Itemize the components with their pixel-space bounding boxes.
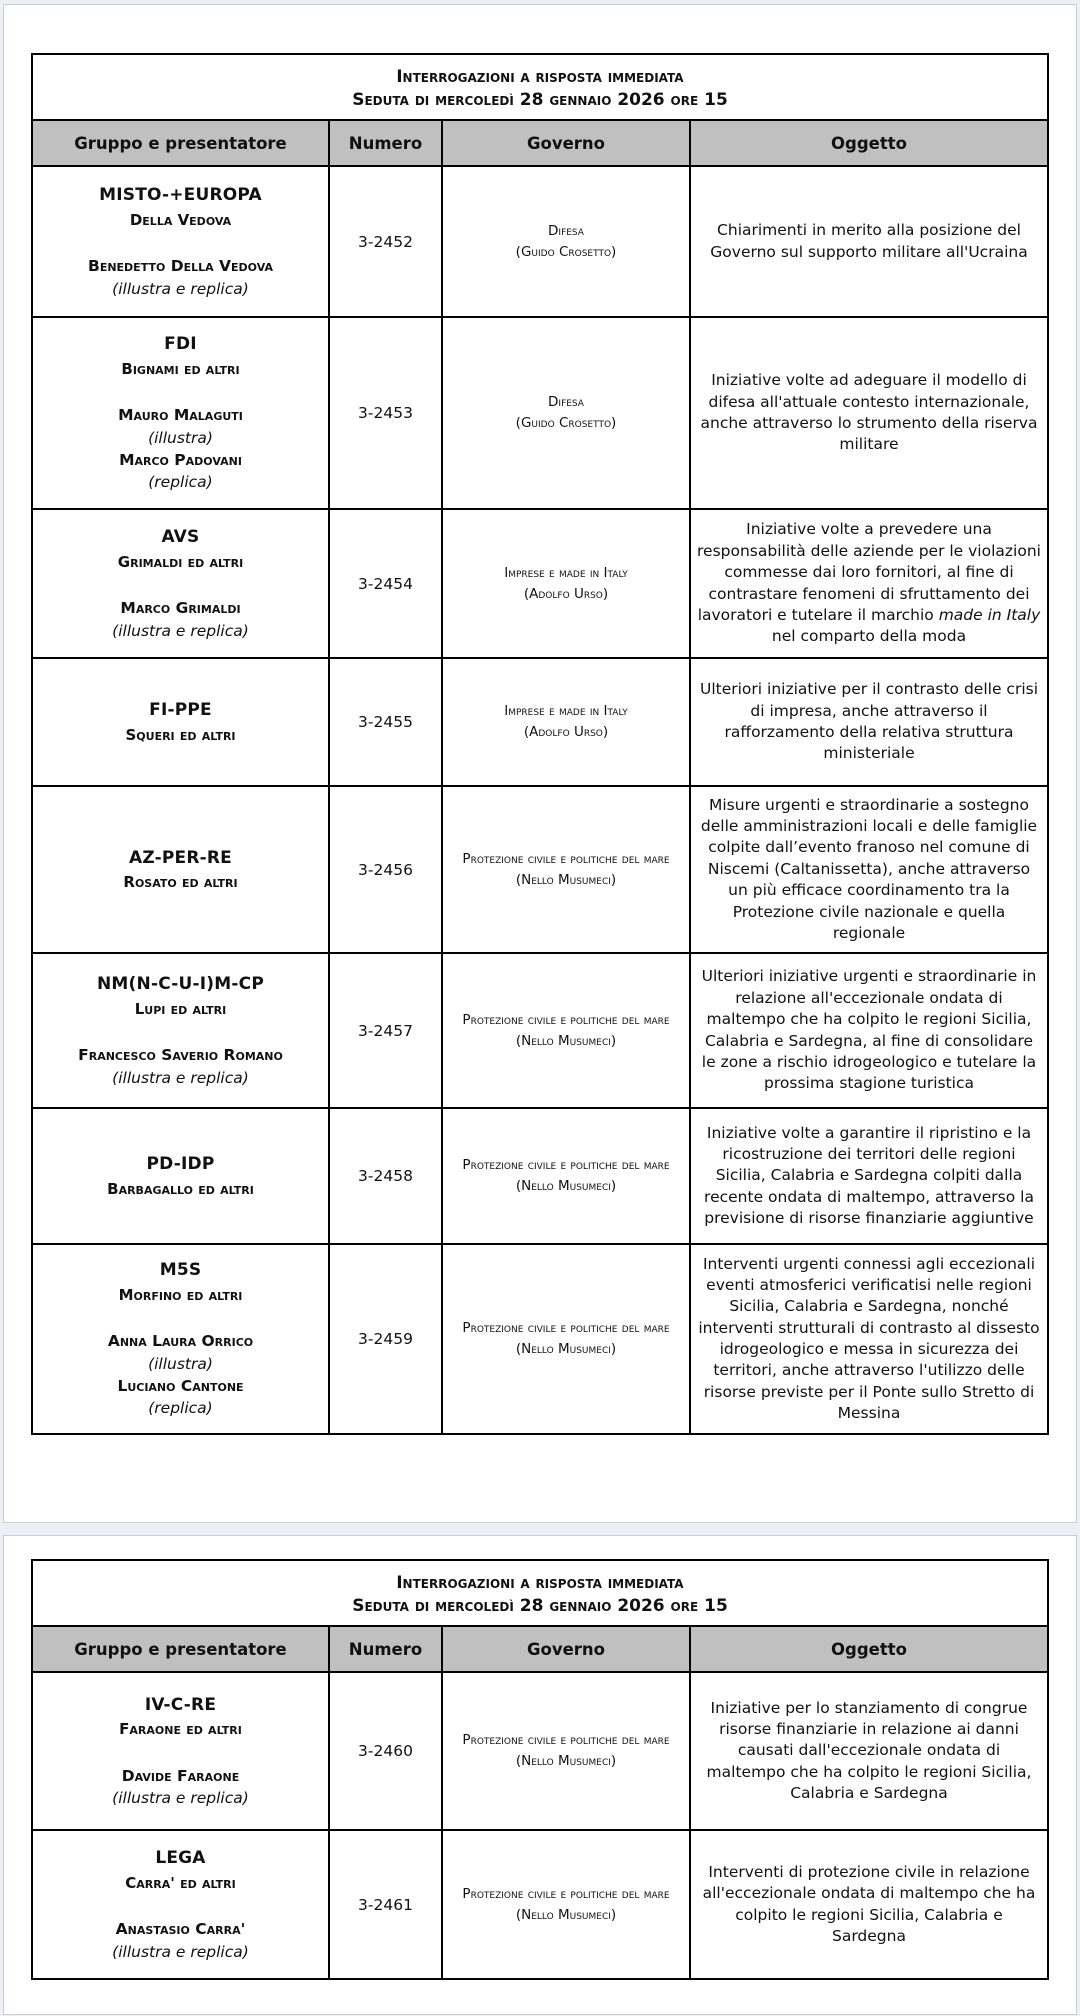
cell-governo xyxy=(442,1244,690,1434)
table-row xyxy=(32,509,1048,658)
cell-gruppo-presentatore xyxy=(32,1830,329,1979)
oggetto-text xyxy=(697,1254,1041,1425)
governo-label: Protezione civile e politiche del mare xyxy=(462,1732,670,1749)
signer-label: Squeri ed altri xyxy=(125,725,236,744)
cell-oggetto xyxy=(690,1830,1048,1979)
cell-numero xyxy=(329,1830,442,1979)
cell-governo xyxy=(442,509,690,658)
governo-label: Protezione civile e politiche del mare xyxy=(462,1011,670,1028)
cell-oggetto xyxy=(690,658,1048,786)
table-title: Interrogazioni a risposta immediata xyxy=(396,1573,684,1593)
group-label: PD-IDP xyxy=(146,1154,215,1174)
table-subtitle: Seduta di mercoledì 28 gennaio 2026 ore 15 xyxy=(352,1595,728,1616)
group-label: FDI xyxy=(164,334,197,355)
table-title-row xyxy=(32,54,1048,120)
speaker-role: (illustra e replica) xyxy=(112,621,249,640)
table-title-row xyxy=(32,1560,1048,1626)
oggetto-segment: Ulteriori iniziative urgenti e straordinarie in relazione all'eccezionale ondata di maltempo che ha colpito le regioni Sicilia, Calabria e Sardegna, al fine di consolidare le zone a rischio idrogeologico e tutelare la prossima stagione turistica xyxy=(701,967,1037,1093)
group-label: NM(N-C-U-I)M-CP xyxy=(97,974,264,995)
table-row xyxy=(32,786,1048,953)
oggetto-segment: Interventi urgenti connessi agli eccezionali eventi atmosferici verificatisi nelle regioni Sicilia, Calabria e Sardegna, nonché interventi strutturali di contrasto al dissesto idrogeologico e messa in sicurezza dei territori, anche attraverso l'utilizzo delle risorse previste per il Ponte sullo Stretto di Messina xyxy=(698,1254,1040,1423)
ministro-label: (Nello Musumeci) xyxy=(515,1341,617,1357)
oggetto-segment: Iniziative volte ad adeguare il modello di difesa all'attuale contesto internazionale, anche attraverso lo strumento della riserva militare xyxy=(700,371,1038,454)
governo-label: Imprese e made in Italy xyxy=(504,564,628,581)
interrogazioni-table-page-1 xyxy=(31,53,1049,1435)
table-row xyxy=(32,658,1048,786)
cell-gruppo-presentatore xyxy=(32,953,329,1108)
ministro-label: (Nello Musumeci) xyxy=(515,1178,617,1194)
governo-label: Protezione civile e politiche del mare xyxy=(462,1885,670,1902)
speaker-role: (replica) xyxy=(148,473,213,492)
cell-gruppo-presentatore xyxy=(32,1108,329,1244)
column-header-oggetto: Oggetto xyxy=(690,1626,1048,1672)
oggetto-segment: Iniziative volte a prevedere una responsabilità delle aziende per le violazioni commesse dai loro fornitori, al fine di contrastare fenomeni di sfruttamento dei lavoratori e tutelare il marchio xyxy=(697,520,1041,624)
column-header-numero: Numero xyxy=(329,120,442,166)
cell-governo xyxy=(442,786,690,953)
speaker-role: (illustra) xyxy=(148,1354,213,1373)
governo-label: Imprese e made in Italy xyxy=(504,703,628,720)
cell-numero xyxy=(329,658,442,786)
numero-value: 3-2458 xyxy=(358,1167,413,1185)
speaker-name: Benedetto Della Vedova xyxy=(88,257,273,276)
signer-label: Bignami ed altri xyxy=(121,359,240,378)
numero-value: 3-2455 xyxy=(358,713,413,731)
oggetto-segment: nel comparto della moda xyxy=(771,627,967,646)
signer-label: Della Vedova xyxy=(129,210,232,229)
governo-label: Protezione civile e politiche del mare xyxy=(462,850,670,867)
cell-gruppo-presentatore xyxy=(32,786,329,953)
oggetto-segment: Chiarimenti in merito alla posizione del Governo sul supporto militare all'Ucraina xyxy=(710,221,1028,261)
speaker-name: Marco Grimaldi xyxy=(120,599,241,618)
signer-label: Lupi ed altri xyxy=(134,999,227,1018)
cell-gruppo-presentatore xyxy=(32,1672,329,1830)
table-row xyxy=(32,953,1048,1108)
ministro-label: (Adolfo Urso) xyxy=(523,724,609,740)
cell-gruppo-presentatore xyxy=(32,658,329,786)
cell-oggetto xyxy=(690,786,1048,953)
oggetto-italic-segment: made in Italy xyxy=(938,605,1041,624)
speaker-name: Luciano Cantone xyxy=(117,1377,244,1395)
column-header-row xyxy=(32,120,1048,166)
cell-gruppo-presentatore xyxy=(32,1244,329,1434)
table-body-page-1 xyxy=(32,166,1048,1434)
speaker-role: (replica) xyxy=(148,1399,213,1418)
oggetto-text xyxy=(697,795,1041,945)
numero-value: 3-2452 xyxy=(358,232,413,251)
oggetto-segment: Iniziative volte a garantire il ripristino e la ricostruzione dei territori delle regioni Sicilia, Calabria e Sardegna colpiti dalla recente ondata di maltempo, attraverso la previsione di risorse finanziarie aggiuntive xyxy=(704,1123,1034,1228)
column-header-gruppo: Gruppo e presentatore xyxy=(32,1626,329,1672)
speakers-block xyxy=(39,1765,322,1810)
table-row xyxy=(32,317,1048,509)
cell-numero xyxy=(329,953,442,1108)
numero-value: 3-2457 xyxy=(358,1021,413,1040)
governo-label: Difesa xyxy=(548,394,584,411)
group-label: M5S xyxy=(159,1260,202,1281)
table-title: Interrogazioni a risposta immediata xyxy=(396,67,684,87)
signer-label: Faraone ed altri xyxy=(119,1720,242,1739)
cell-oggetto xyxy=(690,317,1048,509)
ministro-label: (Adolfo Urso) xyxy=(523,585,609,602)
speaker-role: (illustra) xyxy=(148,428,213,447)
signer-label: Grimaldi ed altri xyxy=(117,552,244,571)
ministro-label: (Nello Musumeci) xyxy=(515,1032,617,1049)
column-header-governo: Governo xyxy=(442,1626,690,1672)
document-page-2 xyxy=(3,1535,1077,2015)
speaker-name: Marco Padovani xyxy=(119,451,242,469)
document-page-1 xyxy=(3,4,1077,1523)
speaker-name: Davide Faraone xyxy=(121,1766,240,1785)
oggetto-text xyxy=(697,1862,1041,1948)
signer-label: Rosato ed altri xyxy=(123,873,238,891)
ministro-label: (Guido Crosetto) xyxy=(515,415,617,431)
signer-label: Carra' ed altri xyxy=(125,1873,236,1892)
group-label: AZ-PER-RE xyxy=(129,847,232,868)
oggetto-text xyxy=(697,1123,1041,1230)
interrogazioni-table-page-2 xyxy=(31,1559,1049,1980)
speaker-role: (illustra e replica) xyxy=(112,1789,249,1807)
speakers-block xyxy=(39,404,322,494)
cell-gruppo-presentatore xyxy=(32,509,329,658)
numero-value: 3-2461 xyxy=(358,1895,413,1914)
group-label: FI-PPE xyxy=(149,700,212,720)
ministro-label: (Nello Musumeci) xyxy=(515,871,617,888)
speakers-block xyxy=(39,1330,322,1420)
cell-oggetto xyxy=(690,1672,1048,1830)
speaker-name: Mauro Malaguti xyxy=(118,406,243,425)
oggetto-segment: Iniziative per lo stanziamento di congrue risorse finanziarie in relazione ai danni causati dall'eccezionale ondata di maltempo che ha colpito le regioni Sicilia, Calabria e Sardegna xyxy=(706,1698,1032,1803)
table-title-cell xyxy=(32,54,1048,120)
column-header-gruppo: Gruppo e presentatore xyxy=(32,120,329,166)
table-row xyxy=(32,1830,1048,1979)
table-row xyxy=(32,1672,1048,1830)
cell-numero xyxy=(329,1108,442,1244)
group-label: AVS xyxy=(161,527,200,548)
group-label: LEGA xyxy=(155,1848,206,1869)
cell-numero xyxy=(329,317,442,509)
cell-numero xyxy=(329,786,442,953)
numero-value: 3-2454 xyxy=(358,574,413,593)
cell-numero xyxy=(329,1672,442,1830)
oggetto-segment: Ulteriori iniziative per il contrasto delle crisi di impresa, anche attraverso il rafforzamento della relativa struttura ministeriale xyxy=(699,680,1039,763)
cell-governo xyxy=(442,166,690,317)
oggetto-text xyxy=(697,966,1041,1094)
speaker-name: Anastasio Carra' xyxy=(115,1920,246,1939)
governo-label: Protezione civile e politiche del mare xyxy=(462,1157,670,1174)
speakers-block xyxy=(39,1918,322,1963)
ministro-label: (Guido Crosetto) xyxy=(515,243,617,260)
cell-oggetto xyxy=(690,166,1048,317)
numero-value: 3-2456 xyxy=(358,860,413,879)
speaker-role: (illustra e replica) xyxy=(112,1942,249,1961)
cell-oggetto xyxy=(690,1108,1048,1244)
table-row xyxy=(32,166,1048,317)
signer-label: Barbagallo ed altri xyxy=(107,1179,254,1198)
group-label: IV-C-RE xyxy=(144,1694,217,1715)
speaker-role: (illustra e replica) xyxy=(112,279,249,298)
ministro-label: (Nello Musumeci) xyxy=(515,1753,617,1769)
table-subtitle: Seduta di mercoledì 28 gennaio 2026 ore 15 xyxy=(352,89,728,110)
cell-governo xyxy=(442,658,690,786)
speaker-name: Francesco Saverio Romano xyxy=(78,1046,283,1065)
group-label: MISTO-+EUROPA xyxy=(99,185,262,206)
speaker-role: (illustra e replica) xyxy=(112,1068,249,1087)
cell-gruppo-presentatore xyxy=(32,166,329,317)
column-header-governo: Governo xyxy=(442,120,690,166)
oggetto-text xyxy=(697,519,1041,647)
speakers-block xyxy=(39,1044,322,1089)
cell-governo xyxy=(442,317,690,509)
oggetto-segment: Interventi di protezione civile in relazione all'eccezionale ondata di maltempo che ha colpito le regioni Sicilia, Calabria e Sardegna xyxy=(702,1862,1036,1945)
numero-value: 3-2460 xyxy=(358,1742,413,1760)
table-row xyxy=(32,1108,1048,1244)
cell-oggetto xyxy=(690,509,1048,658)
oggetto-text xyxy=(697,370,1041,456)
speaker-name: Anna Laura Orrico xyxy=(107,1332,254,1351)
table-title-cell xyxy=(32,1560,1048,1626)
oggetto-segment: Misure urgenti e straordinarie a sostegno delle amministrazioni locali e delle famiglie colpite dall’evento franoso nel comune di Niscemi (Caltanissetta), anche attraverso un più efficace coordinamento tra la Protezione civile nazionale e quella regionale xyxy=(700,795,1038,942)
cell-numero xyxy=(329,166,442,317)
cell-oggetto xyxy=(690,1244,1048,1434)
cell-numero xyxy=(329,1244,442,1434)
cell-governo xyxy=(442,1108,690,1244)
cell-oggetto xyxy=(690,953,1048,1108)
oggetto-text xyxy=(697,220,1041,263)
cell-governo xyxy=(442,953,690,1108)
cell-numero xyxy=(329,509,442,658)
numero-value: 3-2453 xyxy=(358,404,413,422)
signer-label: Morfino ed altri xyxy=(118,1285,243,1304)
governo-label: Protezione civile e politiche del mare xyxy=(462,1320,670,1337)
table-body-page-2 xyxy=(32,1672,1048,1979)
governo-label: Difesa xyxy=(548,222,584,239)
numero-value: 3-2459 xyxy=(358,1330,413,1348)
column-header-numero: Numero xyxy=(329,1626,442,1672)
cell-gruppo-presentatore xyxy=(32,317,329,509)
table-row xyxy=(32,1244,1048,1434)
speakers-block xyxy=(39,255,322,300)
ministro-label: (Nello Musumeci) xyxy=(515,1906,617,1923)
cell-governo xyxy=(442,1830,690,1979)
cell-governo xyxy=(442,1672,690,1830)
oggetto-text xyxy=(697,1698,1041,1805)
column-header-row xyxy=(32,1626,1048,1672)
oggetto-text xyxy=(697,679,1041,765)
column-header-oggetto: Oggetto xyxy=(690,120,1048,166)
speakers-block xyxy=(39,597,322,642)
